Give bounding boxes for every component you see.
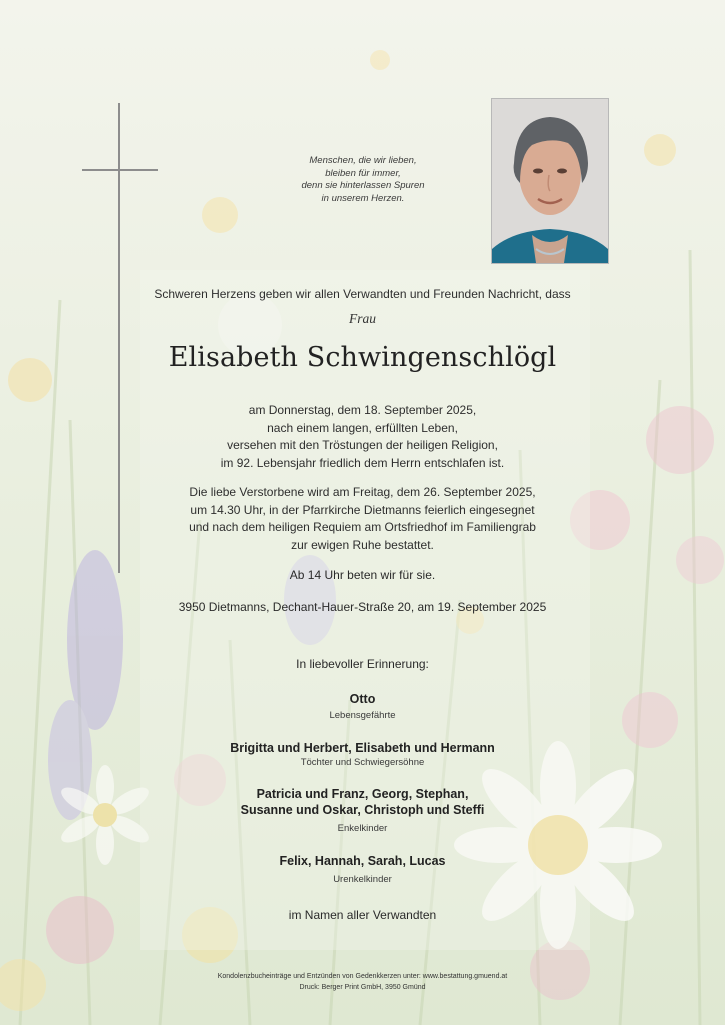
text-line: zur ewigen Ruhe bestattet. bbox=[291, 537, 434, 552]
grandchildren-relation: Enkelkinder bbox=[337, 823, 388, 834]
relatives-signoff: im Namen aller Verwandten bbox=[288, 908, 437, 922]
salutation: Frau bbox=[349, 311, 376, 326]
great-grandchildren-relation: Urenkelkinder bbox=[333, 874, 392, 885]
text-line: und nach dem heiligen Requiem am Ortsfriedhof im Familiengrab bbox=[189, 520, 536, 534]
daughters-relation: Töchter und Schwiegersöhne bbox=[300, 757, 425, 768]
name-line: Patricia und Franz, Georg, Stephan, bbox=[256, 787, 469, 801]
death-paragraph bbox=[0, 402, 725, 472]
text-line: versehen mit den Tröstungen der heiligen Religion, bbox=[227, 438, 498, 452]
grandchildren-names bbox=[0, 786, 725, 818]
place-and-date: 3950 Dietmanns, Dechant-Hauer-Straße 20, am 19. September 2025 bbox=[178, 600, 547, 614]
quote-line: denn sie hinterlassen Spuren bbox=[301, 180, 425, 191]
prayer-notice: Ab 14 Uhr beten wir für sie. bbox=[289, 568, 436, 582]
portrait-image bbox=[492, 99, 608, 263]
name-line: Susanne und Oskar, Christoph und Steffi bbox=[240, 803, 485, 817]
memory-heading: In liebevoller Erinnerung: bbox=[296, 657, 429, 671]
cross-horizontal-bar bbox=[82, 169, 158, 171]
quote-line: Menschen, die wir lieben, bbox=[309, 155, 417, 166]
portrait-photo bbox=[491, 98, 609, 264]
deceased-name: Elisabeth Schwingenschlögl bbox=[168, 342, 557, 373]
partner-relation: Lebensgefährte bbox=[329, 710, 396, 721]
text-line: am Donnerstag, dem 18. September 2025, bbox=[248, 403, 477, 417]
text-line: nach einem langen, erfüllten Leben, bbox=[267, 420, 458, 435]
footer-printer: Druck: Berger Print GmbH, 3950 Gmünd bbox=[299, 984, 426, 991]
partner-name: Otto bbox=[349, 692, 376, 706]
announcement-intro: Schweren Herzens geben wir allen Verwandten und Freunden Nachricht, dass bbox=[154, 287, 571, 301]
memorial-quote bbox=[270, 155, 456, 205]
great-grandchildren-names: Felix, Hannah, Sarah, Lucas bbox=[279, 854, 446, 868]
quote-line: bleiben für immer, bbox=[325, 167, 401, 179]
daughters-names: Brigitta und Herbert, Elisabeth und Hermann bbox=[230, 741, 495, 755]
text-line: Die liebe Verstorbene wird am Freitag, dem 26. September 2025, bbox=[189, 485, 536, 499]
text-line: um 14.30 Uhr, in der Pfarrkirche Dietmanns feierlich eingesegnet bbox=[190, 502, 535, 517]
funeral-paragraph bbox=[0, 484, 725, 554]
footer-condolence-note: Kondolenzbucheinträge und Entzünden von Gedenkkerzen unter: www.bestattung.gmuend.at bbox=[217, 973, 508, 980]
text-line: im 92. Lebensjahr friedlich dem Herrn entschlafen ist. bbox=[220, 455, 505, 470]
quote-line: in unserem Herzen. bbox=[321, 192, 405, 204]
